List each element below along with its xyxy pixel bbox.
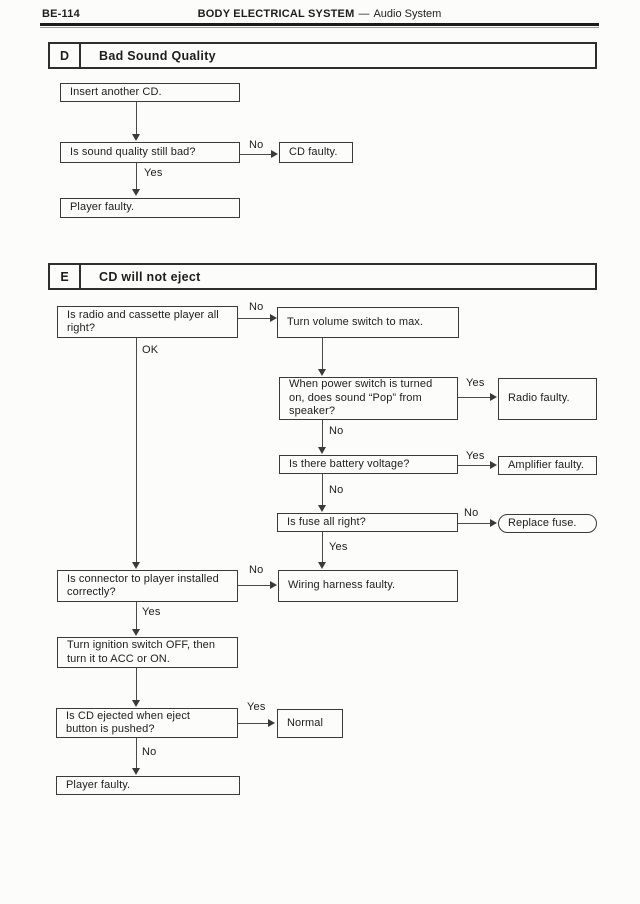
document-title-subtitle: Audio System: [373, 8, 442, 20]
connector-line: [322, 420, 323, 447]
flow-node-turn-volume: Turn volume switch to max.: [277, 307, 459, 338]
section-d-letter: D: [50, 44, 81, 67]
arrow-right-icon: [490, 519, 497, 527]
arrow-down-icon: [318, 505, 326, 512]
header-rule-heavy: [40, 23, 599, 26]
connector-line: [240, 154, 271, 155]
edge-label-yes: Yes: [142, 606, 161, 618]
flow-node-sound-still-bad: Is sound quality still bad?: [60, 142, 240, 163]
arrow-down-icon: [132, 700, 140, 707]
edge-label-yes: Yes: [466, 450, 485, 462]
arrow-right-icon: [270, 581, 277, 589]
section-e-title: CD will not eject: [99, 269, 201, 284]
connector-line: [136, 738, 137, 769]
arrow-down-icon: [132, 189, 140, 196]
arrow-right-icon: [270, 314, 277, 322]
header-rule-light: [40, 27, 599, 28]
arrow-down-icon: [318, 369, 326, 376]
section-d-title: Bad Sound Quality: [99, 48, 216, 63]
edge-label-yes: Yes: [329, 541, 348, 553]
connector-line: [136, 163, 137, 190]
flow-node-radio-faulty: Radio faulty.: [498, 378, 597, 420]
flow-node-normal: Normal: [277, 709, 343, 738]
connector-line: [458, 397, 491, 398]
arrow-down-icon: [132, 562, 140, 569]
connector-line: [458, 523, 491, 524]
connector-line: [322, 532, 323, 562]
flow-node-ignition: Turn ignition switch OFF, then turn it to ACC or ON.: [57, 637, 238, 668]
arrow-down-icon: [132, 629, 140, 636]
connector-line: [136, 602, 137, 629]
edge-label-no: No: [329, 425, 344, 437]
arrow-right-icon: [490, 461, 497, 469]
edge-label-no: No: [249, 301, 264, 313]
flow-node-amplifier-faulty: Amplifier faulty.: [498, 456, 597, 475]
document-title-dash: —: [358, 8, 370, 20]
flow-node-player-faulty-e: Player faulty.: [56, 776, 240, 795]
edge-label-ok: OK: [142, 344, 159, 356]
connector-line: [322, 338, 323, 369]
flow-node-wiring-faulty: Wiring harness faulty.: [278, 570, 458, 602]
arrow-down-icon: [318, 562, 326, 569]
arrow-right-icon: [271, 150, 278, 158]
page-number: BE-114: [42, 8, 80, 20]
document-title-bold: BODY ELECTRICAL SYSTEM: [197, 8, 355, 20]
connector-line: [322, 474, 323, 505]
flow-node-cd-faulty: CD faulty.: [279, 142, 353, 163]
flow-node-battery-voltage: Is there battery voltage?: [279, 455, 458, 474]
flow-node-power-pop: When power switch is turned on, does sound “Pop” from speaker?: [279, 377, 458, 420]
connector-line: [458, 465, 491, 466]
section-d-header: [48, 42, 597, 69]
arrow-down-icon: [132, 134, 140, 141]
flow-node-fuse-ok: Is fuse all right?: [277, 513, 458, 532]
edge-label-yes: Yes: [247, 701, 266, 713]
arrow-right-icon: [268, 719, 275, 727]
section-e-letter: E: [50, 265, 81, 288]
connector-line: [136, 668, 137, 700]
connector-line: [238, 318, 270, 319]
edge-label-no: No: [464, 507, 479, 519]
arrow-down-icon: [318, 447, 326, 454]
connector-line: [238, 585, 270, 586]
flow-node-radio-cassette-ok: Is radio and cassette player all right?: [57, 306, 238, 338]
section-e-header: [48, 263, 597, 290]
document-title: [40, 8, 599, 20]
edge-label-yes: Yes: [144, 167, 163, 179]
flow-node-connector-ok: Is connector to player installed correctly?: [57, 570, 238, 602]
flow-node-insert-cd: Insert another CD.: [60, 83, 240, 102]
edge-label-no: No: [329, 484, 344, 496]
edge-label-no: No: [249, 139, 264, 151]
flow-node-player-faulty-d: Player faulty.: [60, 198, 240, 218]
connector-line: [238, 723, 269, 724]
connector-line: [136, 338, 137, 562]
arrow-right-icon: [490, 393, 497, 401]
flow-node-replace-fuse: Replace fuse.: [498, 514, 597, 533]
edge-label-yes: Yes: [466, 377, 485, 389]
arrow-down-icon: [132, 768, 140, 775]
edge-label-no: No: [249, 564, 264, 576]
edge-label-no: No: [142, 746, 157, 758]
flow-node-cd-ejected: Is CD ejected when eject button is pushed?: [56, 708, 238, 738]
connector-line: [136, 102, 137, 135]
